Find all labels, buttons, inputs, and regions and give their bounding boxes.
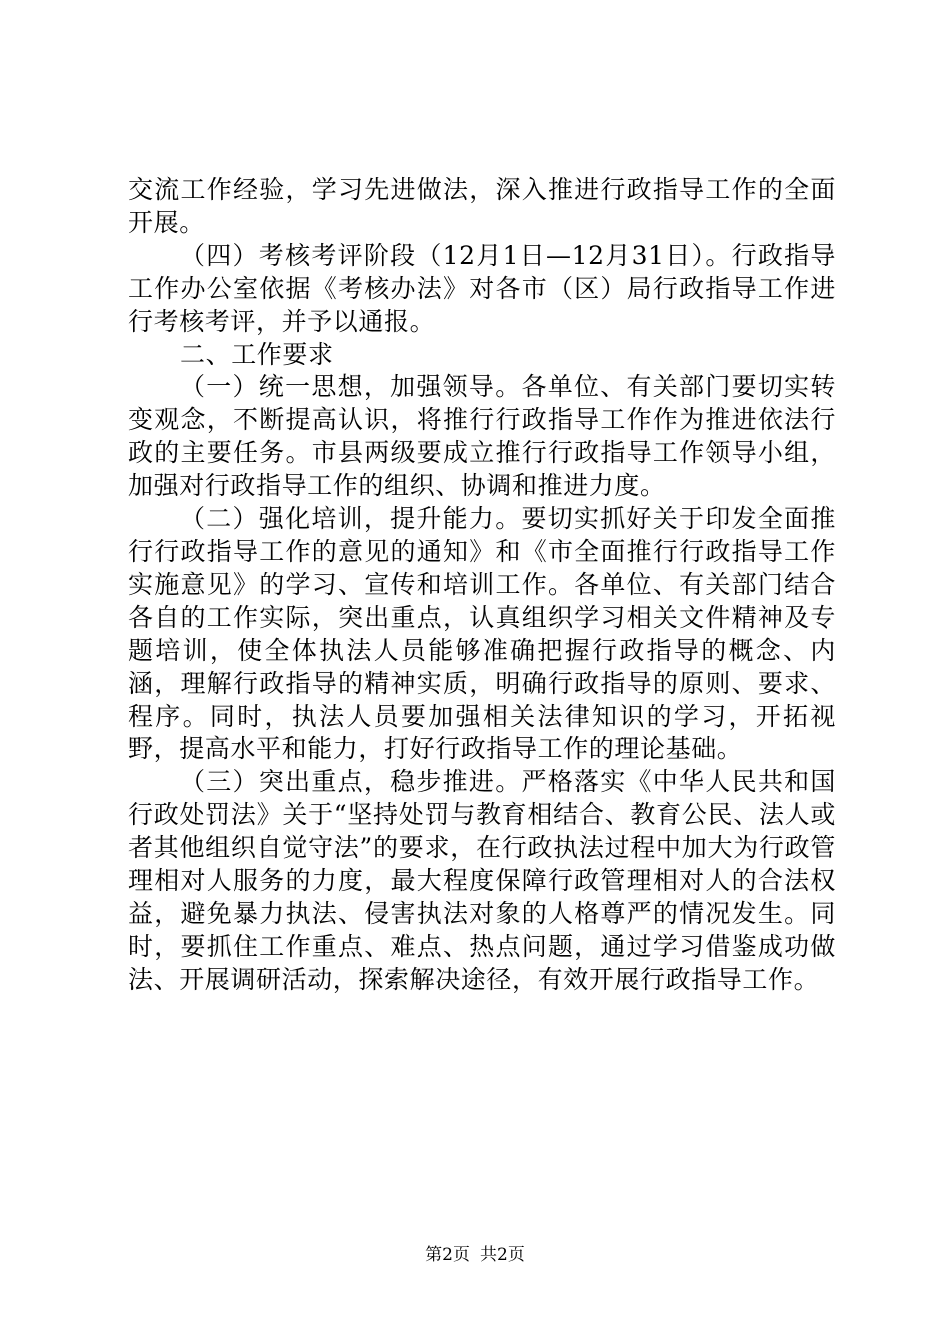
- paragraph-continuation: 交流工作经验，学习先进做法，深入推进行政指导工作的全面开展。: [128, 175, 836, 237]
- document-body: [128, 174, 836, 997]
- page-number-total: 共2页: [480, 1245, 525, 1265]
- page-number-current: 第2页: [425, 1245, 470, 1265]
- page-footer: [0, 1243, 950, 1267]
- paragraph-requirement-three: （三）突出重点，稳步推进。严格落实《中华人民共和国行政处罚法》关于“坚持处罚与教育相结合、教育公民、法人或者其他组织自觉守法”的要求，在行政执法过程中加大为行政管理相对人服务的力度，最大程度保障行政管理相对人的合法权益，避免暴力执法、侵害执法对象的人格尊严的情况发生。同时，要抓住工作重点、难点、热点问题，通过学习借鉴成功做法、开展调研活动，探索解决途径，有效开展行政指导工作。: [128, 767, 836, 994]
- paragraph-requirement-one: （一）统一思想，加强领导。各单位、有关部门要切实转变观念，不断提高认识，将推行行政指导工作作为推进依法行政的主要任务。市县两级要成立推行行政指导工作领导小组，加强对行政指导工作的组织、协调和推进力度。: [128, 372, 836, 501]
- paragraph-requirement-two: （二）强化培训，提升能力。要切实抓好关于印发全面推行行政指导工作的意见的通知》和《市全面推行行政指导工作实施意见》的学习、宣传和培训工作。各单位、有关部门结合各自的工作实际，突出重点，认真组织学习相关文件精神及专题培训，使全体执法人员能够准确把握行政指导的概念、内涵，理解行政指导的精神实质，明确行政指导的原则、要求、程序。同时，执法人员要加强相关法律知识的学习，开拓视野，提高水平和能力，打好行政指导工作的理论基础。: [128, 504, 836, 764]
- paragraph-stage-four: （四）考核考评阶段（12月1日—12月31日）。行政指导工作办公室依据《考核办法》对各市（区）局行政指导工作进行考核考评，并予以通报。: [128, 240, 836, 336]
- section-heading-work-requirements: 二、工作要求: [180, 339, 334, 369]
